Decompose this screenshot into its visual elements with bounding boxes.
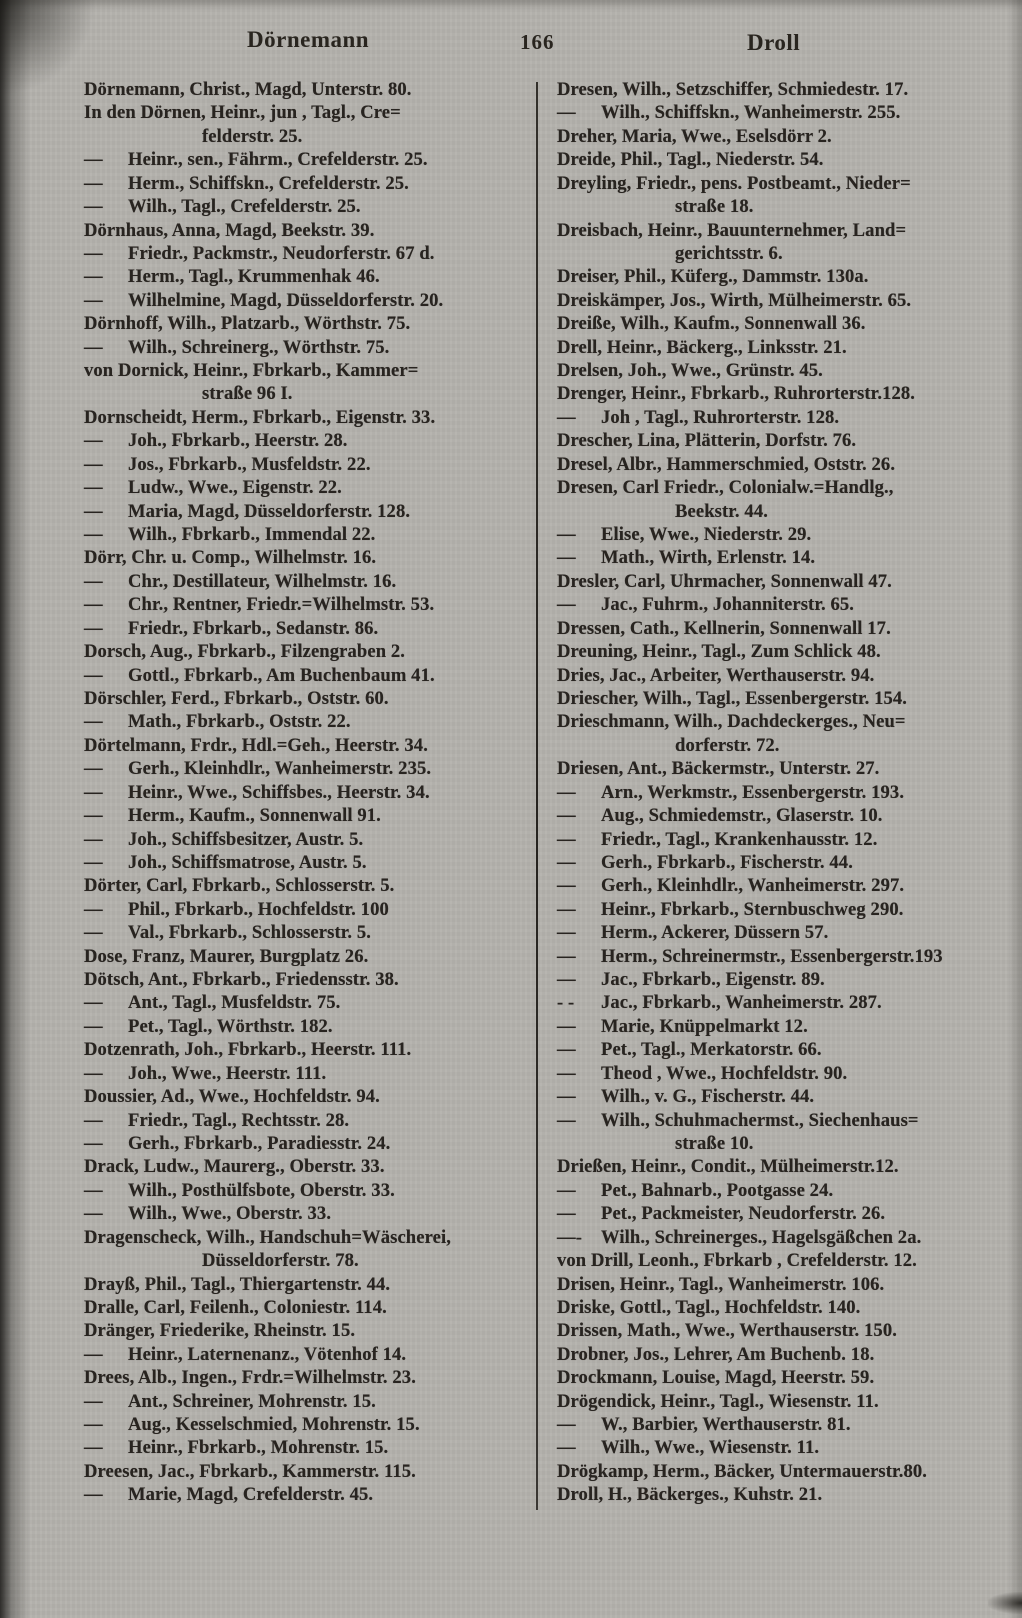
directory-entry-line: — Jos., Fbrkarb., Musfeldstr. 22.	[84, 453, 371, 475]
ditto-dash: —	[557, 102, 576, 124]
directory-entry-line: — Wilh., Schuhmachermst., Siechenhaus=	[557, 1109, 919, 1131]
directory-entry-line: Driske, Gottl., Tagl., Hochfeldstr. 140.	[557, 1296, 861, 1318]
ditto-dash: —	[84, 500, 103, 522]
directory-entry-line: Dörr, Chr. u. Comp., Wilhelmstr. 16.	[84, 547, 377, 569]
directory-entry-line: — Heinr., sen., Fährm., Crefelderstr. 25.	[84, 149, 428, 171]
directory-entry-line: Dose, Franz, Maurer, Burgplatz 26.	[84, 945, 369, 967]
guide-word-left: Dörnemann	[247, 27, 370, 52]
ditto-dash: —	[84, 1414, 103, 1436]
ditto-dash: —	[84, 1484, 103, 1506]
ditto-dash: —	[557, 1062, 576, 1084]
ditto-dash: —	[84, 898, 103, 920]
directory-entry-line: Dresen, Carl Friedr., Colonialw.=Handlg.,	[557, 477, 894, 499]
directory-entry-line: felderstr. 25.	[202, 125, 303, 147]
directory-entry-line: Beekstr. 44.	[675, 500, 768, 522]
ditto-dash: —	[84, 336, 103, 358]
directory-entry-line: — Wilh., Tagl., Crefelderstr. 25.	[84, 196, 361, 218]
directory-entry-line: — Elise, Wwe., Niederstr. 29.	[557, 524, 812, 546]
directory-entry-line: — Pet., Tagl., Wörthstr. 182.	[84, 1015, 333, 1037]
ditto-dash: —	[84, 242, 103, 264]
ditto-dash: —	[557, 1203, 576, 1225]
directory-entry-line: — Math., Fbrkarb., Oststr. 22.	[84, 711, 351, 733]
ditto-dash: —	[84, 172, 103, 194]
directory-entry-line: — Arn., Werkmstr., Essenbergerstr. 193.	[557, 781, 905, 803]
directory-entry-line: — Friedr., Tagl., Rechtsstr. 28.	[84, 1109, 350, 1131]
directory-entry-line: — Wilh., Wwe., Oberstr. 33.	[84, 1203, 332, 1225]
directory-entry-line: — Aug., Schmiedemstr., Glaserstr. 10.	[557, 805, 883, 827]
directory-entry-line: Dotzenrath, Joh., Fbrkarb., Heerstr. 111.	[84, 1039, 412, 1061]
directory-entry-line: Dreiskämper, Jos., Wirth, Mülheimerstr. 65.	[557, 289, 912, 311]
directory-entry-line: Dressen, Cath., Kellnerin, Sonnenwall 17.	[557, 617, 891, 639]
ditto-dash: —	[84, 617, 103, 639]
ditto-dash: —-	[557, 1226, 582, 1248]
ditto-dash: —	[84, 1062, 103, 1084]
ditto-dash: —	[557, 922, 576, 944]
ditto-dash: —	[84, 851, 103, 873]
ditto-dash: —	[84, 524, 103, 546]
directory-entry-line: Drelsen, Joh., Wwe., Grünstr. 45.	[557, 360, 823, 382]
ditto-dash: —	[557, 1086, 576, 1108]
ditto-dash: —	[557, 828, 576, 850]
directory-entry-line: Drobner, Jos., Lehrer, Am Buchenb. 18.	[557, 1343, 875, 1365]
directory-entry-line: Drögendick, Heinr., Tagl., Wiesenstr. 11.	[557, 1390, 879, 1412]
directory-entry-line: — Wilh., Wwe., Wiesenstr. 11.	[557, 1437, 820, 1459]
directory-entry-line: Dresler, Carl, Uhrmacher, Sonnenwall 47.	[557, 570, 892, 592]
directory-entry-line: — Heinr., Fbrkarb., Sternbuschweg 290.	[557, 898, 904, 920]
ditto-dash: —	[84, 1343, 103, 1365]
directory-entry-line: — Herm., Ackerer, Düssern 57.	[557, 922, 829, 944]
ditto-dash: —	[84, 992, 103, 1014]
ditto-dash: —	[557, 1414, 576, 1436]
directory-entry-line: — Wilh., Schreinerg., Wörthstr. 75.	[84, 336, 390, 358]
directory-entry-line: Dreiße, Wilh., Kaufm., Sonnenwall 36.	[557, 313, 866, 335]
directory-entry-line: — Wilh., v. G., Fischerstr. 44.	[557, 1086, 815, 1108]
directory-entry-line: — Pet., Packmeister, Neudorferstr. 26.	[557, 1203, 886, 1225]
directory-entry-line: Dresen, Wilh., Setzschiffer, Schmiedestr. 17.	[557, 79, 909, 100]
directory-entry-line: — Herm., Schreinermstr., Essenbergerstr.193	[557, 945, 943, 967]
directory-entry-line: Drissen, Math., Wwe., Werthauserstr. 150.	[557, 1320, 897, 1342]
ditto-dash: —	[84, 266, 103, 288]
ditto-dash: - -	[557, 992, 575, 1014]
ditto-dash: —	[84, 1179, 103, 1201]
directory-entry-line: Dreiser, Phil., Küferg., Dammstr. 130a.	[557, 266, 869, 288]
directory-entry-line: von Drill, Leonh., Fbrkarb , Crefelderstr. 12.	[557, 1250, 917, 1272]
ditto-dash: —	[557, 805, 576, 827]
directory-entry-line: Dries, Jac., Arbeiter, Werthauserstr. 94.	[557, 664, 875, 686]
directory-entry-line: Dörnhaus, Anna, Magd, Beekstr. 39.	[84, 219, 375, 241]
ditto-dash: —	[84, 758, 103, 780]
directory-entry-line: — Joh., Fbrkarb., Heerstr. 28.	[84, 430, 348, 452]
directory-entry-line: dorferstr. 72.	[675, 734, 780, 756]
directory-entry-line: Dornscheidt, Herm., Fbrkarb., Eigenstr. 33.	[84, 406, 436, 428]
directory-entry-line: gerichtsstr. 6.	[675, 242, 783, 264]
ditto-dash: —	[84, 594, 103, 616]
directory-entry-line: Dörnhoff, Wilh., Platzarb., Wörthstr. 75.	[84, 313, 411, 335]
directory-entry-line: — Joh , Tagl., Ruhrorterstr. 128.	[557, 406, 840, 428]
directory-entry-line: Dreher, Maria, Wwe., Eselsdörr 2.	[557, 125, 832, 147]
directory-entry-line: Drießen, Heinr., Condit., Mülheimerstr.12.	[557, 1156, 899, 1178]
directory-entry-line: — Wilhelmine, Magd, Düsseldorferstr. 20.	[84, 289, 444, 311]
ditto-dash: —	[557, 875, 576, 897]
directory-columns	[0, 78, 1022, 1510]
column-left	[84, 78, 536, 1507]
directory-entry-line: — Gerh., Kleinhdlr., Wanheimerstr. 297.	[557, 875, 905, 897]
directory-entry-line: — Pet., Bahnarb., Pootgasse 24.	[557, 1179, 834, 1201]
directory-entry-line: — W., Barbier, Werthauserstr. 81.	[557, 1414, 851, 1436]
column-right	[557, 78, 1009, 1507]
ditto-dash: —	[84, 1203, 103, 1225]
directory-entry-line: In den Dörnen, Heinr., jun , Tagl., Cre=	[84, 102, 401, 124]
directory-entry-line: — Val., Fbrkarb., Schlosserstr. 5.	[84, 922, 372, 944]
ditto-dash: —	[557, 1039, 576, 1061]
directory-entry-line: — Gerh., Fbrkarb., Paradiesstr. 24.	[84, 1132, 391, 1154]
ditto-dash: —	[84, 922, 103, 944]
directory-entry-line: — Wilh., Schiffskn., Wanheimerstr. 255.	[557, 102, 901, 124]
directory-entry-line: — Herm., Kaufm., Sonnenwall 91.	[84, 805, 381, 827]
directory-entry-line: — Friedr., Tagl., Krankenhausstr. 12.	[557, 828, 878, 850]
ditto-dash: —	[84, 664, 103, 686]
directory-entry-line: Drögkamp, Herm., Bäcker, Untermauerstr.80.	[557, 1460, 927, 1482]
directory-entry-line: — Marie, Magd, Crefelderstr. 45.	[84, 1484, 374, 1506]
directory-entry-line: — Aug., Kesselschmied, Mohrenstr. 15.	[84, 1414, 420, 1436]
directory-entry-line: — Joh., Schiffsmatrose, Austr. 5.	[84, 851, 367, 873]
directory-entry-line: Dörter, Carl, Fbrkarb., Schlosserstr. 5.	[84, 875, 395, 897]
ditto-dash: —	[84, 828, 103, 850]
directory-entry-line: — Gerh., Kleinhdlr., Wanheimerstr. 235.	[84, 758, 432, 780]
directory-entry-line: Dreuning, Heinr., Tagl., Zum Schlick 48.	[557, 641, 881, 663]
directory-entry-line: Dörschler, Ferd., Fbrkarb., Oststr. 60.	[84, 687, 389, 709]
ditto-dash: —	[84, 196, 103, 218]
directory-entry-line: Dreyling, Friedr., pens. Postbeamt., Nieder=	[557, 172, 911, 194]
directory-entry-line: — Wilh., Posthülfsbote, Oberstr. 33.	[84, 1179, 395, 1201]
page-header	[0, 0, 1022, 76]
directory-entry-line: Dötsch, Ant., Fbrkarb., Friedensstr. 38.	[84, 969, 399, 991]
ditto-dash: —	[84, 805, 103, 827]
ditto-dash: —	[557, 406, 576, 428]
directory-entry-line: straße 96 I.	[202, 383, 293, 405]
page-number: 166	[520, 30, 555, 54]
directory-entry-line: Dralle, Carl, Feilenh., Coloniestr. 114.	[84, 1296, 387, 1318]
directory-entry-line: Dränger, Friederike, Rheinstr. 15.	[84, 1320, 356, 1342]
directory-entry-line: - - Jac., Fbrkarb., Wanheimerstr. 287.	[557, 992, 882, 1014]
directory-entry-line: Drescher, Lina, Plätterin, Dorfstr. 76.	[557, 430, 857, 452]
directory-entry-line: Dörnemann, Christ., Magd, Unterstr. 80.	[84, 79, 412, 100]
directory-entry-line: — Gerh., Fbrkarb., Fischerstr. 44.	[557, 851, 853, 873]
ditto-dash: —	[557, 524, 576, 546]
directory-entry-line: straße 10.	[675, 1132, 754, 1154]
ditto-dash: —	[84, 477, 103, 499]
directory-entry-line: — Ant., Schreiner, Mohrenstr. 15.	[84, 1390, 376, 1412]
directory-entry-line: — Theod , Wwe., Hochfeldstr. 90.	[557, 1062, 848, 1084]
guide-word-right: Droll	[747, 30, 801, 55]
directory-entry-line: Drenger, Heinr., Fbrkarb., Ruhrorterstr.128.	[557, 383, 916, 405]
directory-entry-line: Drockmann, Louise, Magd, Heerstr. 59.	[557, 1367, 875, 1389]
directory-entry-line: — Marie, Knüppelmarkt 12.	[557, 1015, 808, 1037]
directory-entry-line: — Wilh., Fbrkarb., Immendal 22.	[84, 524, 376, 546]
directory-entry-line: Dorsch, Aug., Fbrkarb., Filzengraben 2.	[84, 641, 406, 663]
ditto-dash: —	[84, 453, 103, 475]
directory-entry-line: — Pet., Tagl., Merkatorstr. 66.	[557, 1039, 822, 1061]
ditto-dash: —	[84, 430, 103, 452]
directory-entry-line: — Ant., Tagl., Musfeldstr. 75.	[84, 992, 341, 1014]
directory-entry-line: — Maria, Magd, Düsseldorferstr. 128.	[84, 500, 411, 522]
directory-entry-line: — Chr., Rentner, Friedr.=Wilhelmstr. 53.	[84, 594, 435, 616]
ditto-dash: —	[557, 1015, 576, 1037]
directory-entry-line: — Herm., Schiffskn., Crefelderstr. 25.	[84, 172, 409, 194]
ditto-dash: —	[557, 945, 576, 967]
directory-entry-line: Drees, Alb., Ingen., Frdr.=Wilhelmstr. 23.	[84, 1367, 416, 1389]
column-divider	[536, 82, 538, 1510]
directory-entry-line: straße 18.	[675, 196, 754, 218]
ditto-dash: —	[557, 1109, 576, 1131]
ditto-dash: —	[84, 570, 103, 592]
ditto-dash: —	[84, 781, 103, 803]
directory-entry-line: Dreesen, Jac., Fbrkarb., Kammerstr. 115.	[84, 1460, 416, 1482]
ditto-dash: —	[84, 1015, 103, 1037]
directory-entry-line: — Chr., Destillateur, Wilhelmstr. 16.	[84, 570, 397, 592]
ditto-dash: —	[557, 969, 576, 991]
ditto-dash: —	[557, 898, 576, 920]
directory-entry-line: — Joh., Wwe., Heerstr. 111.	[84, 1062, 327, 1084]
directory-entry-line: Dörtelmann, Frdr., Hdl.=Geh., Heerstr. 34.	[84, 734, 428, 756]
directory-entry-line: Drieschmann, Wilh., Dachdeckerges., Neu=	[557, 711, 906, 733]
directory-entry-line: — Jac., Fuhrm., Johanniterstr. 65.	[557, 594, 855, 616]
directory-entry-line: — Jac., Fbrkarb., Eigenstr. 89.	[557, 969, 825, 991]
ditto-dash: —	[84, 1390, 103, 1412]
ditto-dash: —	[84, 1109, 103, 1131]
ditto-dash: —	[84, 149, 103, 171]
directory-entry-line: Düsseldorferstr. 78.	[202, 1250, 359, 1272]
directory-entry-line: — Heinr., Laternenanz., Vötenhof 14.	[84, 1343, 407, 1365]
ditto-dash: —	[84, 289, 103, 311]
directory-entry-line: — Herm., Tagl., Krummenhak 46.	[84, 266, 380, 288]
directory-entry-line: — Gottl., Fbrkarb., Am Buchenbaum 41.	[84, 664, 435, 686]
directory-entry-line: Dreisbach, Heinr., Bauunternehmer, Land=	[557, 219, 907, 241]
directory-entry-line: Drisen, Heinr., Tagl., Wanheimerstr. 106.	[557, 1273, 885, 1295]
directory-entry-line: Doussier, Ad., Wwe., Hochfeldstr. 94.	[84, 1086, 380, 1108]
directory-entry-line: Dresel, Albr., Hammerschmied, Oststr. 26.	[557, 453, 896, 475]
ditto-dash: —	[557, 1437, 576, 1459]
directory-entry-line: von Dornick, Heinr., Fbrkarb., Kammer=	[84, 360, 419, 382]
directory-entry-line: Dreide, Phil., Tagl., Niederstr. 54.	[557, 149, 824, 171]
directory-entry-line: —- Wilh., Schreinerges., Hagelsgäßchen 2a.	[557, 1226, 922, 1248]
directory-entry-line: Drell, Heinr., Bäckerg., Linksstr. 21.	[557, 336, 847, 358]
ditto-dash: —	[84, 1132, 103, 1154]
directory-entry-line: — Phil., Fbrkarb., Hochfeldstr. 100	[84, 898, 389, 920]
directory-entry-line: Drack, Ludw., Maurerg., Oberstr. 33.	[84, 1156, 385, 1178]
directory-entry-line: Droll, H., Bäckerges., Kuhstr. 21.	[557, 1484, 823, 1506]
ditto-dash: —	[557, 547, 576, 569]
directory-entry-line: — Heinr., Fbrkarb., Mohrenstr. 15.	[84, 1437, 389, 1459]
directory-entry-line: — Friedr., Packmstr., Neudorferstr. 67 d.	[84, 242, 435, 264]
directory-entry-line: Dragenscheck, Wilh., Handschuh=Wäscherei,	[84, 1226, 451, 1248]
directory-entry-line: Driescher, Wilh., Tagl., Essenbergerstr. 154.	[557, 687, 908, 709]
directory-entry-line: — Math., Wirth, Erlenstr. 14.	[557, 547, 816, 569]
directory-entry-line: Drayß, Phil., Tagl., Thiergartenstr. 44.	[84, 1273, 391, 1295]
ditto-dash: —	[557, 594, 576, 616]
ditto-dash: —	[557, 851, 576, 873]
ditto-dash: —	[84, 1437, 103, 1459]
directory-entry-line: Driesen, Ant., Bäckermstr., Unterstr. 27.	[557, 758, 880, 780]
directory-entry-line: — Joh., Schiffsbesitzer, Austr. 5.	[84, 828, 364, 850]
directory-entry-line: — Ludw., Wwe., Eigenstr. 22.	[84, 477, 342, 499]
directory-entry-line: — Heinr., Wwe., Schiffsbes., Heerstr. 34.	[84, 781, 430, 803]
ditto-dash: —	[557, 1179, 576, 1201]
ditto-dash: —	[84, 711, 103, 733]
directory-entry-line: — Friedr., Fbrkarb., Sedanstr. 86.	[84, 617, 379, 639]
ditto-dash: —	[557, 781, 576, 803]
